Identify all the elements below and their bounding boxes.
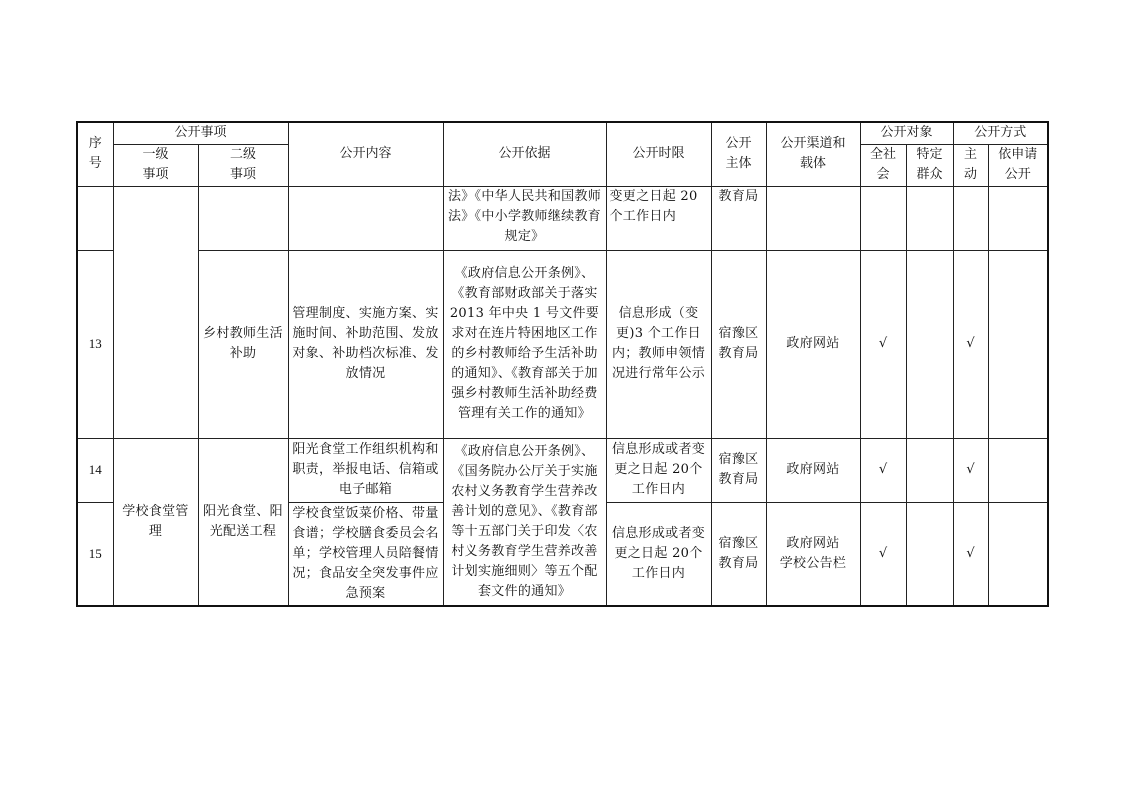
row-all-society-check: √ bbox=[860, 438, 906, 502]
cell-active-empty bbox=[953, 186, 988, 250]
row-specific-check bbox=[906, 250, 953, 438]
row-all-society-check: √ bbox=[860, 502, 906, 606]
cell-subject: 教育局 bbox=[711, 186, 766, 250]
cell-content-empty bbox=[288, 186, 443, 250]
table-row-continued bbox=[77, 186, 1048, 250]
cell-level2-empty bbox=[198, 186, 288, 250]
header-subject: 公开 主体 bbox=[711, 122, 766, 186]
header-level1: 一级 事项 bbox=[113, 144, 198, 186]
row-timing: 信息形成（变更)3 个工作日内；教师申领情况进行常年公示 bbox=[606, 250, 711, 438]
cell-channel-empty bbox=[766, 186, 860, 250]
row-content: 管理制度、实施方案、实施时间、补助范围、发放对象、补助档次标准、发放情况 bbox=[288, 250, 443, 438]
cell-on-request-empty bbox=[988, 186, 1048, 250]
header-timing: 公开时限 bbox=[606, 122, 711, 186]
row-specific-check bbox=[906, 438, 953, 502]
header-row-1 bbox=[77, 122, 1048, 144]
row-level2: 阳光食堂、阳光配送工程 bbox=[198, 438, 288, 606]
cell-specific-empty bbox=[906, 186, 953, 250]
cell-seq-empty bbox=[77, 186, 113, 250]
row-on-request-check bbox=[988, 502, 1048, 606]
row-seq: 13 bbox=[77, 250, 113, 438]
row-subject: 宿豫区教育局 bbox=[711, 250, 766, 438]
row-seq: 14 bbox=[77, 438, 113, 502]
table-row bbox=[77, 438, 1048, 502]
row-specific-check bbox=[906, 502, 953, 606]
disclosure-table bbox=[76, 121, 1049, 607]
header-active: 主 动 bbox=[953, 144, 988, 186]
row-level2: 乡村教师生活补助 bbox=[198, 250, 288, 438]
row-seq: 15 bbox=[77, 502, 113, 606]
header-seq: 序 号 bbox=[77, 122, 113, 186]
row-basis: 《政府信息公开条例》、《国务院办公厅关于实施农村义务教育学生营养改善计划的意见》、《教育部等十五部门关于印发〈农村义务教育学生营养改善计划实施细则〉等五个配套文件的通知》 bbox=[443, 438, 606, 606]
row-channel: 政府网站 bbox=[766, 438, 860, 502]
cell-basis: 法》《中华人民共和国教师法》《中小学教师继续教育规定》 bbox=[443, 186, 606, 250]
row-subject: 宿豫区教育局 bbox=[711, 502, 766, 606]
header-level2: 二级 事项 bbox=[198, 144, 288, 186]
row-timing: 信息形成或者变更之日起 20个工作日内 bbox=[606, 502, 711, 606]
row-active-check: √ bbox=[953, 250, 988, 438]
header-specific: 特定 群众 bbox=[906, 144, 953, 186]
cell-timing: 变更之日起 20个工作日内 bbox=[606, 186, 711, 250]
table-row bbox=[77, 250, 1048, 438]
row-on-request-check bbox=[988, 438, 1048, 502]
row-channel: 政府网站 bbox=[766, 250, 860, 438]
row-timing: 信息形成或者变更之日起 20个工作日内 bbox=[606, 438, 711, 502]
row-basis: 《政府信息公开条例》、《教育部财政部关于落实 2013 年中央 1 号文件要求对在连片特困地区工作的乡村教师给予生活补助的通知》、《教育部关于加强乡村教师生活补助经费管理有关工作的通知》 bbox=[443, 250, 606, 438]
header-basis: 公开依据 bbox=[443, 122, 606, 186]
header-items: 公开事项 bbox=[113, 122, 288, 144]
row-content: 阳光食堂工作组织机构和职责，举报电话、信箱或电子邮箱 bbox=[288, 438, 443, 502]
row-channel: 政府网站 学校公告栏 bbox=[766, 502, 860, 606]
header-all-society: 全社 会 bbox=[860, 144, 906, 186]
row-active-check: √ bbox=[953, 438, 988, 502]
row-all-society-check: √ bbox=[860, 250, 906, 438]
header-audience: 公开对象 bbox=[860, 122, 953, 144]
header-on-request: 依申请 公开 bbox=[988, 144, 1048, 186]
row-level1: 学校食堂管理 bbox=[113, 438, 198, 606]
row-content: 学校食堂饭菜价格、带量食谱；学校膳食委员会名单；学校管理人员陪餐情况；食品安全突发事件应急预案 bbox=[288, 502, 443, 606]
header-channel: 公开渠道和 载体 bbox=[766, 122, 860, 186]
row-on-request-check bbox=[988, 250, 1048, 438]
cell-level1-empty bbox=[113, 186, 198, 438]
header-content: 公开内容 bbox=[288, 122, 443, 186]
header-method: 公开方式 bbox=[953, 122, 1048, 144]
row-active-check: √ bbox=[953, 502, 988, 606]
cell-all-society-empty bbox=[860, 186, 906, 250]
row-subject: 宿豫区教育局 bbox=[711, 438, 766, 502]
